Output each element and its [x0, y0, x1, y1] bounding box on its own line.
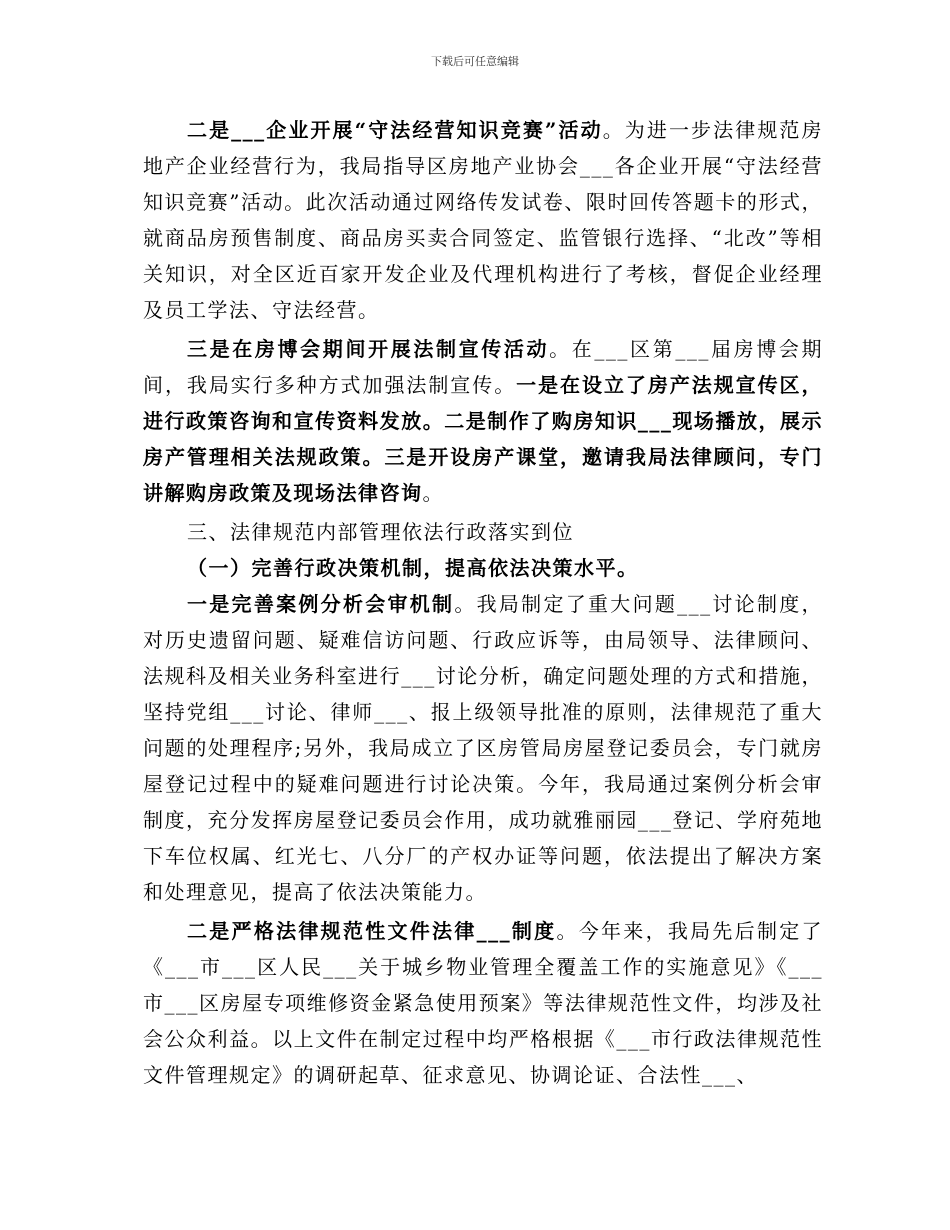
section-heading-text: 三、法律规范内部管理依法行政落实到位	[187, 520, 574, 544]
paragraph-lead: 二是___企业开展“守法经营知识竞赛”活动	[187, 118, 603, 142]
paragraph-case-review	[143, 586, 823, 910]
paragraph-expo	[143, 331, 823, 511]
paragraph-normative-docs	[143, 913, 823, 1093]
paragraph-lead: 二是严格法律规范性文件法律___制度	[187, 919, 557, 943]
paragraph-text: 。今年来，我局先后制定了《___市___区人民___关于城乡物业管理全覆盖工作的实施意见》《___市___区房屋专项维修资金紧急使用预案》等法律规范性文件，均涉及社会公众利益。以上文件在制定过程中均严格根据《___市行政法律规范性文件管理规定》的调研起草、征求意见、协调论证、合法性___、	[143, 919, 824, 1087]
subsection-heading-text: （一）完善行政决策机制，提高依法决策水平。	[187, 556, 639, 580]
paragraph-end: 。	[422, 481, 444, 505]
subsection-heading	[143, 550, 823, 586]
paragraph-lead: 一是完善案例分析会审机制	[187, 592, 455, 616]
paragraph-lead: 三是在房博会期间开展法制宣传活动	[187, 337, 550, 361]
paragraph-competition	[143, 112, 823, 328]
paragraph-text: 。在___区第___届房博会期间，我局实行多种方式加强法制宣传。	[143, 337, 824, 397]
paragraph-bold-text: 一是在设立了房产法规宣传区，进行政策咨询和宣传资料发放。二是制作了购房知识___现场播放，展示房产管理相关法规政策。三是开设房产课堂，邀请我局法律顾问，专门讲解购房政策及现场法律咨询	[143, 373, 824, 505]
document-body	[143, 112, 823, 1093]
paragraph-text: 。为进一步法律规范房地产企业经营行为，我局指导区房地产业协会___各企业开展“守法经营知识竞赛”活动。此次活动通过网络传发试卷、限时回传答题卡的形式，就商品房预售制度、商品房买卖合同签定、监管银行选择、“北改”等相关知识，对全区近百家开发企业及代理机构进行了考核，督促企业经理及员工学法、守法经营。	[143, 118, 824, 322]
paragraph-text: 。我局制定了重大问题___讨论制度，对历史遗留问题、疑难信访问题、行政应诉等，由局领导、法律顾问、法规科及相关业务科室进行___讨论分析，确定问题处理的方式和措施，坚持党组___讨论、律师___、报上级领导批准的原则，法律规范了重大问题的处理程序;另外，我局成立了区房管局房屋登记委员会，专门就房屋登记过程中的疑难问题进行讨论决策。今年，我局通过案例分析会审制度，充分发挥房屋登记委员会作用，成功就雅丽园___登记、学府苑地下车位权属、红光七、八分厂的产权办证等问题，依法提出了解决方案和处理意见，提高了依法决策能力。	[143, 592, 824, 904]
page-header: 下载后可任意编辑	[431, 55, 519, 68]
section-heading	[143, 514, 823, 550]
